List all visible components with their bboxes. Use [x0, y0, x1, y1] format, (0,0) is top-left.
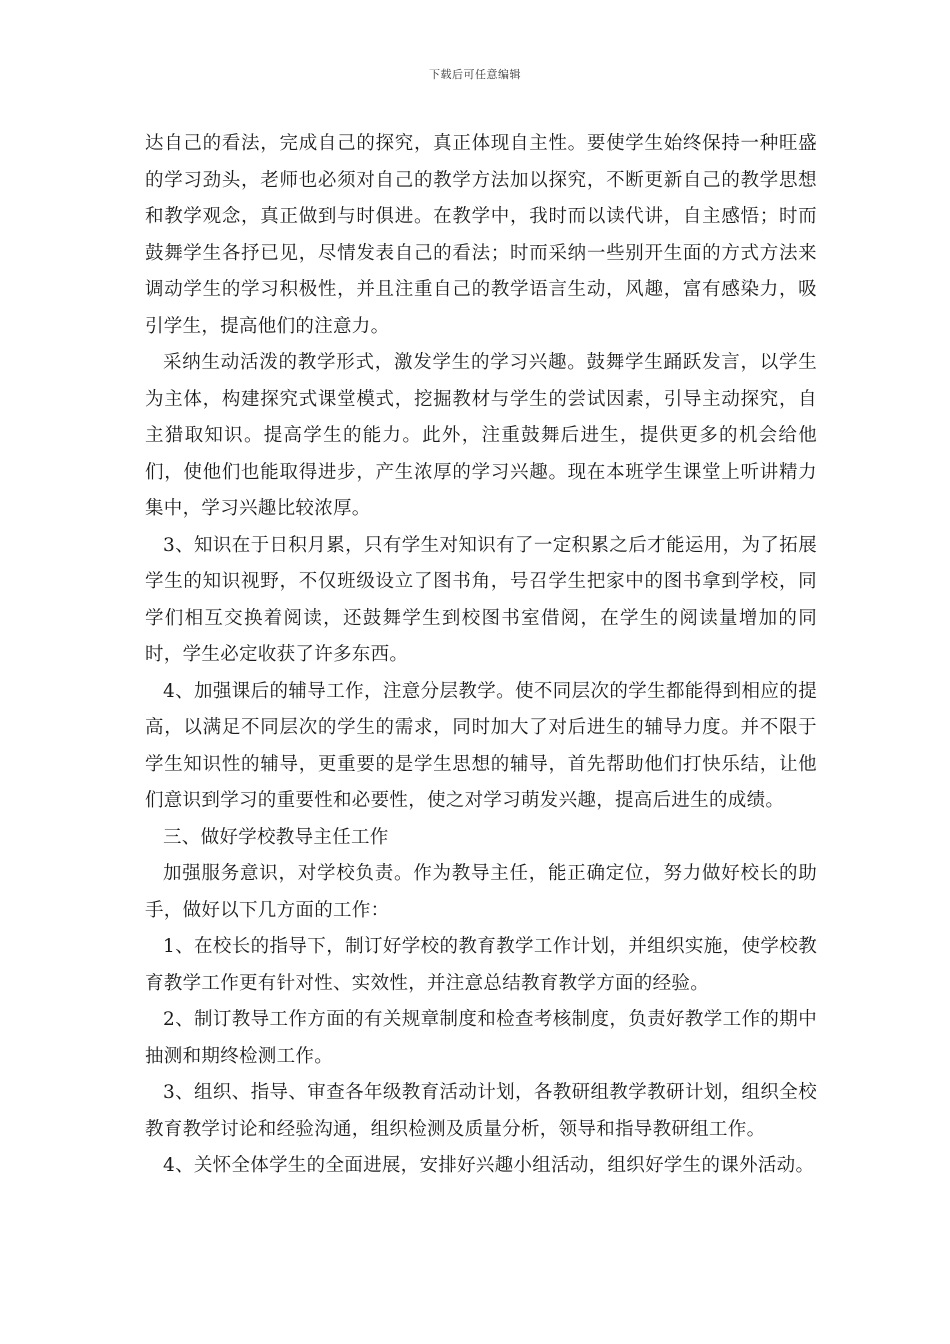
- paragraph: 4、加强课后的辅导工作，注意分层教学。使不同层次的学生都能得到相应的提高，以满足不同层次的学生的需求，同时加大了对后进生的辅导力度。并不限于学生知识性的辅导，更重要的是学生思想的辅导，首先帮助他们打快乐结，让他们意识到学习的重要性和必要性，使之对学习萌发兴趣，提高后进生的成绩。: [145, 680, 817, 811]
- page-header: 下载后可任意编辑: [429, 68, 521, 81]
- paragraph: 1、在校长的指导下，制订好学校的教育教学工作计划，并组织实施，使学校教育教学工作更有针对性、实效性，并注意总结教育教学方面的经验。: [145, 936, 817, 994]
- paragraph: 3、组织、指导、审查各年级教育活动计划，各教研组教学教研计划，组织全校教育教学讨论和经验沟通，组织检测及质量分析，领导和指导教研组工作。: [145, 1082, 817, 1140]
- paragraph: 4、关怀全体学生的全面进展，安排好兴趣小组活动，组织好学生的课外活动。: [163, 1155, 815, 1176]
- section-heading: 三、做好学校教导主任工作: [163, 826, 389, 848]
- paragraph: 采纳生动活泼的教学形式，激发学生的学习兴趣。鼓舞学生踊跃发言，以学生为主体，构建探究式课堂模式，挖掘教材与学生的尝试因素，引导主动探究，自主猎取知识。提高学生的能力。此外，注重鼓舞后进生，提供更多的机会给他们，使他们也能取得进步，产生浓厚的学习兴趣。现在本班学生课堂上听讲精力集中，学习兴趣比较浓厚。: [145, 352, 817, 519]
- paragraph: 3、知识在于日积月累，只有学生对知识有了一定积累之后才能运用，为了拓展学生的知识视野，不仅班级设立了图书角，号召学生把家中的图书拿到学校，同学们相互交换着阅读，还鼓舞学生到校图书室借阅，在学生的阅读量增加的同时，学生必定收获了许多东西。: [145, 534, 817, 665]
- paragraph: 达自己的看法，完成自己的探究，真正体现自主性。要使学生始终保持一种旺盛的学习劲头，老师也必须对自己的教学方法加以探究，不断更新自己的教学思想和教学观念，真正做到与时俱进。在教学中，我时而以读代讲，自主感悟；时而鼓舞学生各抒已见，尽情发表自己的看法；时而采纳一些别开生面的方式方法来调动学生的学习积极性，并且注重自己的教学语言生动，风趣，富有感染力，吸引学生，提高他们的注意力。: [145, 133, 817, 337]
- paragraph: 2、制订教导工作方面的有关规章制度和检查考核制度，负责好教学工作的期中抽测和期终检测工作。: [145, 1009, 817, 1067]
- paragraph: 加强服务意识，对学校负责。作为教导主任，能正确定位，努力做好校长的助手，做好以下几方面的工作：: [145, 863, 817, 921]
- document-body: [145, 126, 817, 1185]
